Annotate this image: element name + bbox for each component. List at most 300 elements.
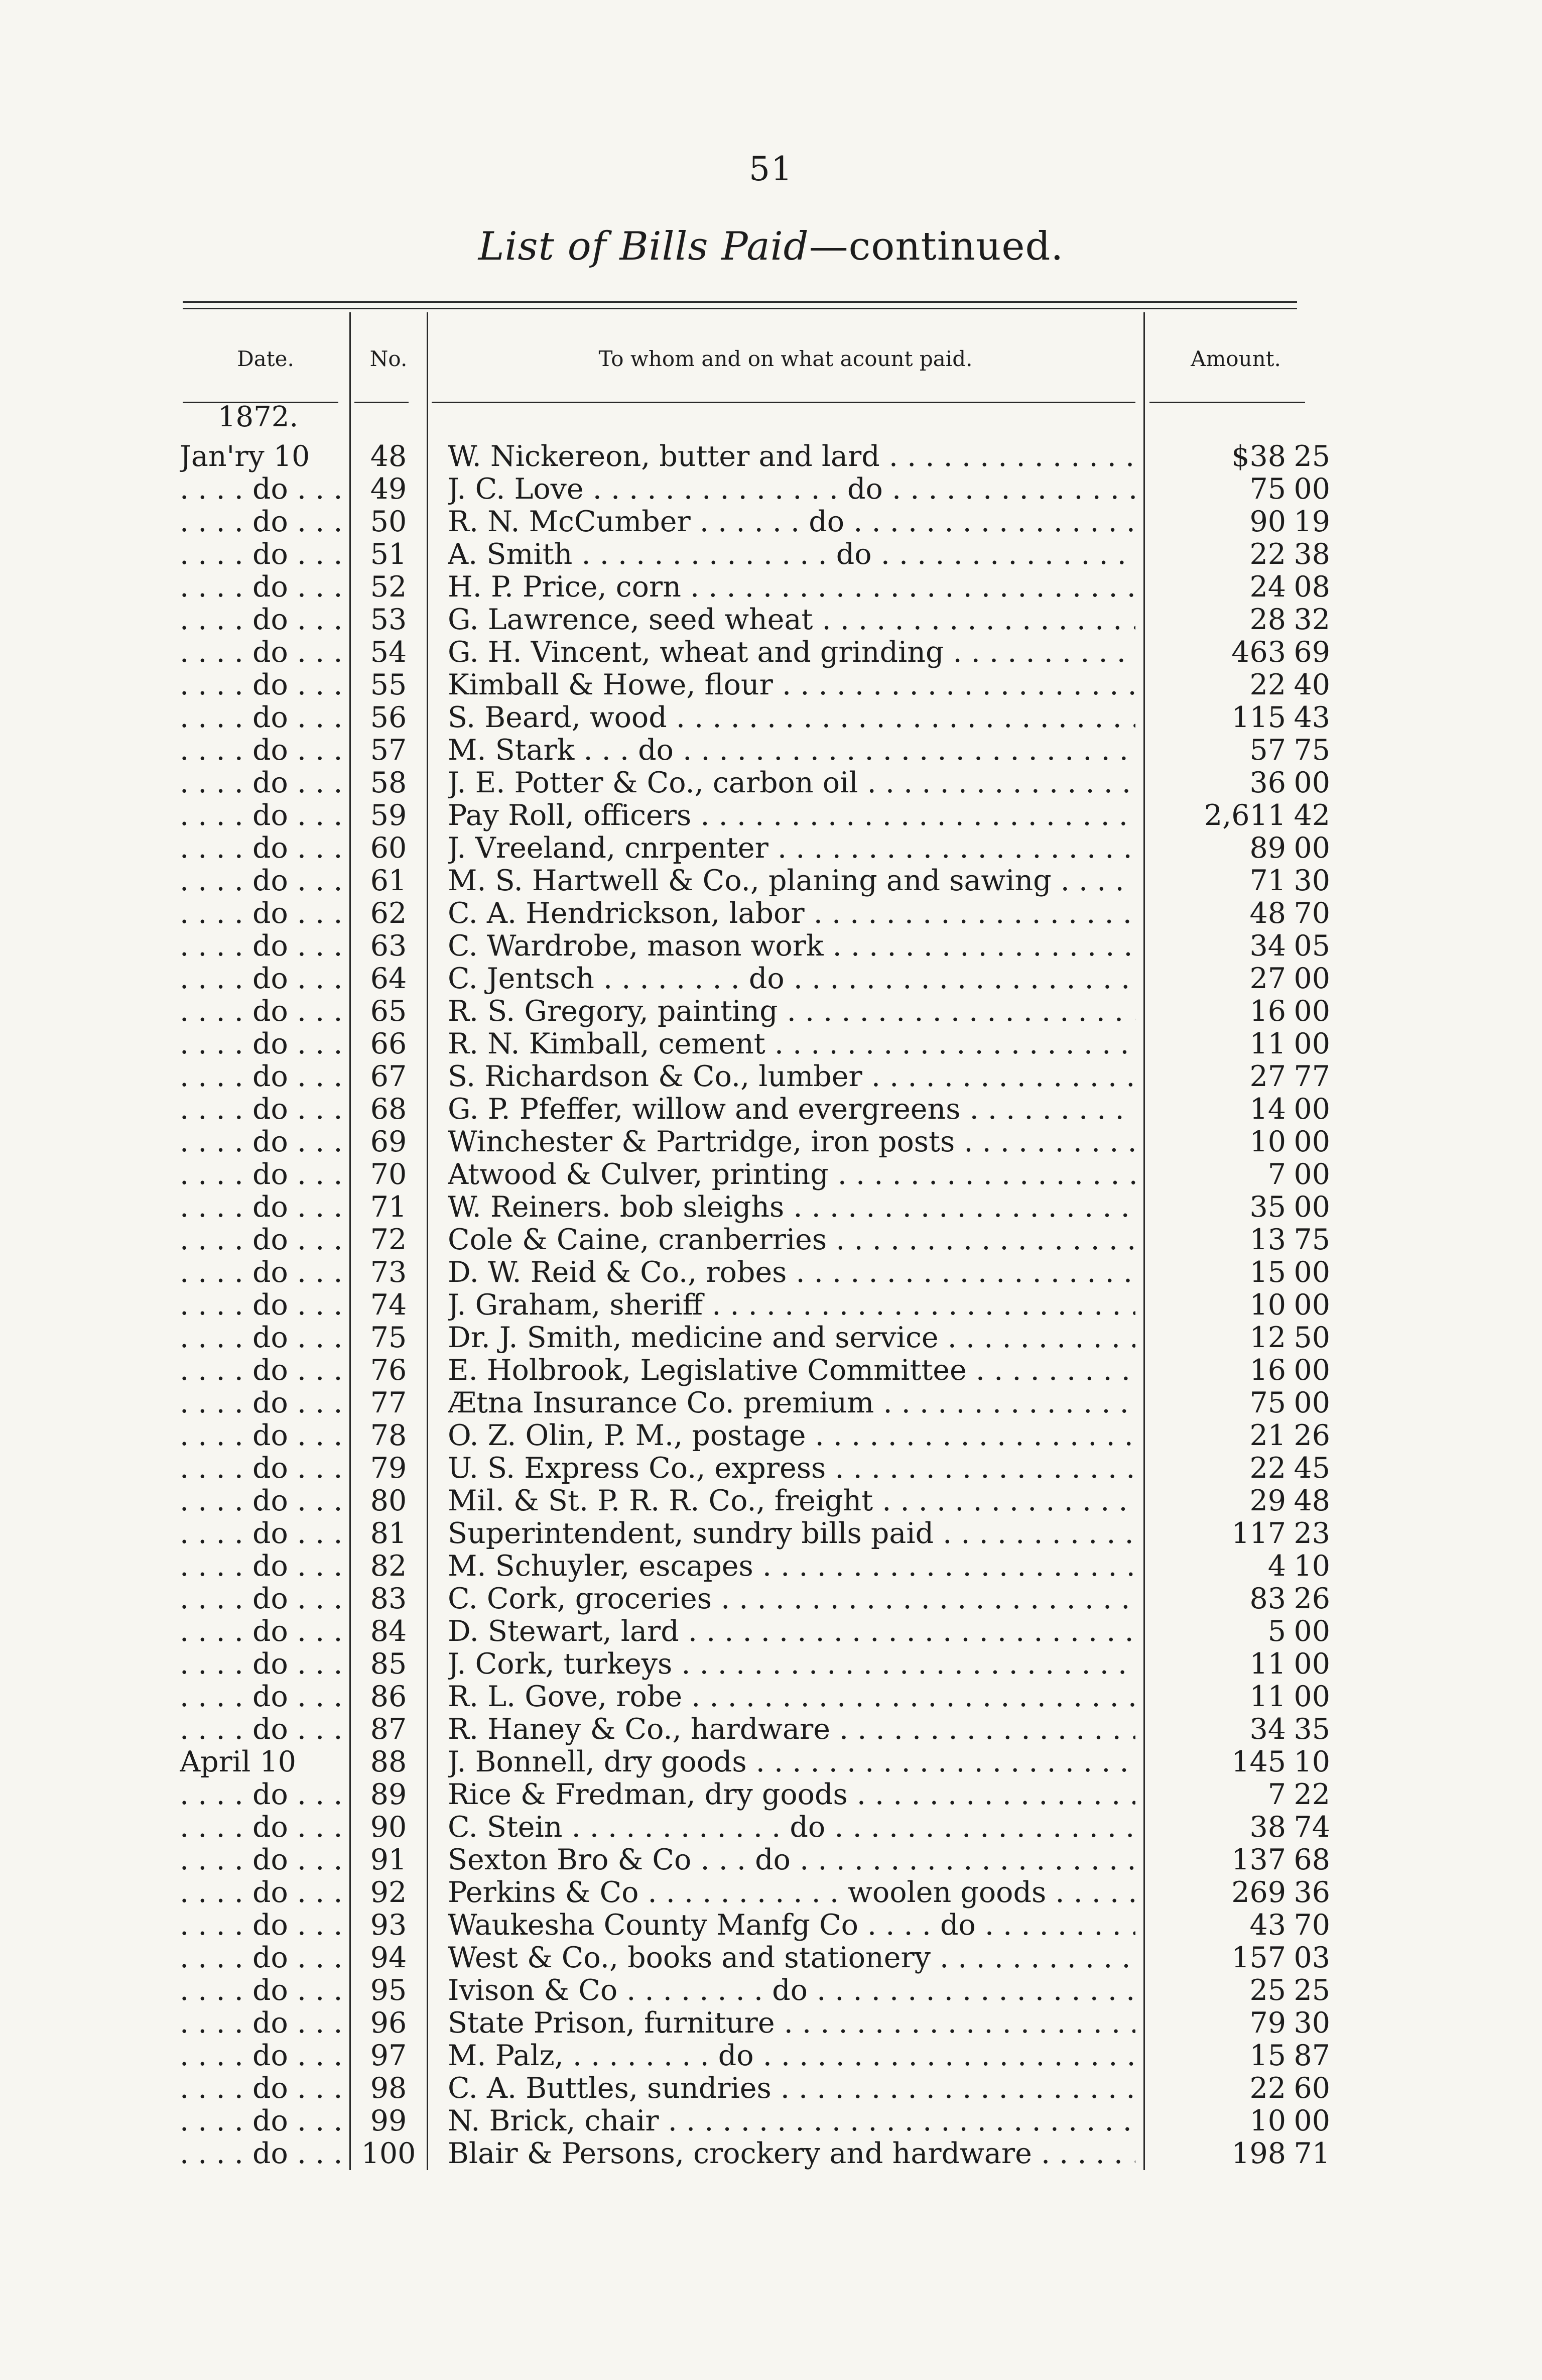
cell-amount-cents: 26	[1294, 1419, 1330, 1452]
cell-description: U. S. Express Co., express . . .	[448, 1452, 1135, 1485]
cell-amount-dollars: 57	[1249, 734, 1286, 767]
cell-amount-cents: 00	[1294, 1615, 1330, 1648]
table-row	[0, 1452, 1542, 1485]
cell-description: Waukesha County Manfg Co . . . . do . . .	[448, 1909, 1135, 1942]
cell-number: 80	[370, 1484, 407, 1517]
cell-number: 82	[370, 1550, 407, 1583]
table-row	[0, 1909, 1542, 1942]
cell-date: . . . . do . . .	[180, 506, 345, 538]
cell-amount-dollars: 71	[1249, 864, 1286, 897]
cell-number: 83	[370, 1582, 407, 1615]
cell-amount-cents: 36	[1294, 1876, 1330, 1909]
page-title	[0, 224, 1542, 269]
cell-number: 67	[370, 1060, 407, 1093]
cell-date: . . . . do . . .	[180, 2007, 345, 2040]
bills-table-body	[0, 440, 1542, 2170]
table-row	[0, 440, 1542, 473]
table-row	[0, 1485, 1542, 1517]
cell-amount-cents: 25	[1294, 440, 1330, 473]
table-row	[0, 1387, 1542, 1419]
cell-date: . . . . do . . .	[180, 865, 345, 897]
table-row	[0, 1844, 1542, 1876]
cell-description: West & Co., books and stationery . . .	[448, 1942, 1135, 1974]
cell-number: 53	[370, 603, 407, 636]
cell-description: D. Stewart, lard . . .	[448, 1615, 1135, 1648]
table-row	[0, 1713, 1542, 1746]
table-row	[0, 1550, 1542, 1583]
cell-amount-dollars: 12	[1249, 1321, 1286, 1354]
cell-date: . . . . do . . .	[180, 734, 345, 767]
cell-amount-dollars: 29	[1249, 1484, 1286, 1517]
cell-description: O. Z. Olin, P. M., postage . . .	[448, 1419, 1135, 1452]
cell-description: Blair & Persons, crockery and hardware . . .	[448, 2137, 1135, 2170]
table-row	[0, 1876, 1542, 1909]
table-row	[0, 1224, 1542, 1256]
cell-amount-cents: 38	[1294, 538, 1330, 571]
cell-amount-cents: 00	[1294, 1125, 1330, 1158]
cell-number: 59	[370, 799, 407, 832]
table-row	[0, 669, 1542, 701]
table-row	[0, 1615, 1542, 1648]
table-row	[0, 1322, 1542, 1354]
cell-date: . . . . do . . .	[180, 1713, 345, 1746]
cell-number: 50	[370, 505, 407, 538]
cell-number: 77	[370, 1386, 407, 1419]
cell-amount-dollars: 11	[1249, 1647, 1286, 1681]
cell-amount-dollars: 22	[1249, 2072, 1286, 2105]
cell-amount-dollars: 36	[1249, 766, 1286, 799]
cell-number: 68	[370, 1093, 407, 1126]
cell-description: Pay Roll, officers . . .	[448, 799, 1135, 832]
cell-date: . . . . do . . .	[180, 799, 345, 832]
cell-amount-dollars: 269	[1231, 1876, 1286, 1909]
cell-amount-dollars: 463	[1231, 636, 1286, 669]
cell-amount-dollars: 75	[1249, 1386, 1286, 1419]
cell-amount-dollars: 5	[1267, 1615, 1286, 1648]
cell-amount-dollars: 89	[1249, 831, 1286, 865]
cell-description: J. Vreeland, cnrpenter . . .	[448, 832, 1135, 865]
cell-amount-cents: 00	[1294, 766, 1330, 799]
cell-description: C. Stein . . . . . . . . . . . . do . . .	[448, 1811, 1135, 1844]
table-row	[0, 2105, 1542, 2137]
table-row	[0, 799, 1542, 832]
table-row	[0, 571, 1542, 604]
cell-description: A. Smith . . . . . . . . . . . . . . do . . .	[448, 538, 1135, 571]
cell-amount-cents: 50	[1294, 1321, 1330, 1354]
cell-amount-cents: 00	[1294, 1093, 1330, 1126]
cell-date: . . . . do . . .	[180, 832, 345, 865]
cell-date: . . . . do . . .	[180, 1583, 345, 1615]
cell-description: Sexton Bro & Co . . . do . . .	[448, 1844, 1135, 1876]
cell-number: 55	[370, 668, 407, 701]
table-row	[0, 1289, 1542, 1322]
cell-amount-dollars: 10	[1249, 1125, 1286, 1158]
cell-date: April 10	[180, 1746, 297, 1778]
cell-amount-cents: 71	[1294, 2137, 1330, 2170]
cell-description: R. Haney & Co., hardware . . .	[448, 1713, 1135, 1746]
cell-amount-cents: 10	[1294, 1550, 1330, 1583]
cell-description: J. C. Love . . . . . . . . . . . . . . do . . .	[448, 473, 1135, 506]
cell-amount-cents: 00	[1294, 831, 1330, 865]
cell-date: . . . . do . . .	[180, 604, 345, 636]
table-row	[0, 1942, 1542, 1974]
cell-description: J. E. Potter & Co., carbon oil . . .	[448, 767, 1135, 799]
cell-date: . . . . do . . .	[180, 1681, 345, 1713]
cell-description: Winchester & Partridge, iron posts . . .	[448, 1126, 1135, 1158]
cell-number: 58	[370, 766, 407, 799]
cell-number: 86	[370, 1680, 407, 1713]
cell-amount-cents: 35	[1294, 1713, 1330, 1746]
table-row	[0, 1158, 1542, 1191]
table-row	[0, 1419, 1542, 1452]
cell-description: H. P. Price, corn . . .	[448, 571, 1135, 604]
cell-number: 88	[370, 1745, 407, 1778]
cell-date: . . . . do . . .	[180, 1452, 345, 1485]
header-description: To whom and on what acount paid.	[598, 346, 973, 371]
cell-number: 63	[370, 929, 407, 963]
cell-description: M. Schuyler, escapes . . .	[448, 1550, 1135, 1583]
cell-date: . . . . do . . .	[180, 767, 345, 799]
cell-date: . . . . do . . .	[180, 1028, 345, 1060]
cell-amount-dollars: $38	[1231, 440, 1286, 473]
cell-number: 99	[370, 2104, 407, 2137]
cell-description: M. S. Hartwell & Co., planing and sawing . . .	[448, 865, 1135, 897]
cell-amount-dollars: 90	[1249, 505, 1286, 538]
cell-amount-cents: 32	[1294, 603, 1330, 636]
cell-amount-dollars: 25	[1249, 1974, 1286, 2007]
table-row	[0, 1354, 1542, 1387]
cell-amount-dollars: 157	[1231, 1941, 1286, 1974]
table-row	[0, 1974, 1542, 2007]
cell-number: 100	[361, 2137, 416, 2170]
cell-amount-cents: 43	[1294, 701, 1330, 734]
cell-date: . . . . do . . .	[180, 930, 345, 963]
title-italic: List of Bills Paid	[478, 224, 809, 269]
cell-amount-cents: 05	[1294, 929, 1330, 963]
cell-description: Atwood & Culver, printing . . .	[448, 1158, 1135, 1191]
cell-date: . . . . do . . .	[180, 1876, 345, 1909]
cell-amount-dollars: 16	[1249, 1354, 1286, 1387]
cell-description: Cole & Caine, cranberries . . .	[448, 1224, 1135, 1256]
cell-date: . . . . do . . .	[180, 1289, 345, 1322]
table-row	[0, 1583, 1542, 1615]
cell-amount-cents: 10	[1294, 1745, 1330, 1778]
cell-amount-dollars: 14	[1249, 1093, 1286, 1126]
cell-number: 96	[370, 2006, 407, 2040]
cell-amount-cents: 30	[1294, 2006, 1330, 2040]
cell-amount-dollars: 2,611	[1204, 799, 1286, 832]
cell-number: 62	[370, 897, 407, 930]
cell-amount-cents: 60	[1294, 2072, 1330, 2105]
page-number: 51	[749, 150, 793, 188]
table-row	[0, 1681, 1542, 1713]
cell-date: . . . . do . . .	[180, 1517, 345, 1550]
cell-date: . . . . do . . .	[180, 1550, 345, 1583]
cell-amount-cents: 69	[1294, 636, 1330, 669]
cell-number: 75	[370, 1321, 407, 1354]
cell-amount-dollars: 27	[1249, 1060, 1286, 1093]
cell-description: J. Bonnell, dry goods . . .	[448, 1746, 1135, 1778]
cell-number: 49	[370, 472, 407, 506]
table-row	[0, 897, 1542, 930]
cell-date: . . . . do . . .	[180, 1158, 345, 1191]
cell-amount-cents: 00	[1294, 1647, 1330, 1681]
cell-amount-dollars: 145	[1231, 1745, 1286, 1778]
cell-amount-cents: 45	[1294, 1452, 1330, 1485]
cell-description: Perkins & Co . . . . . . . . . . . woolen goods . . .	[448, 1876, 1135, 1909]
cell-number: 66	[370, 1027, 407, 1060]
cell-date: . . . . do . . .	[180, 2137, 345, 2170]
cell-number: 72	[370, 1223, 407, 1256]
cell-number: 98	[370, 2072, 407, 2105]
cell-amount-dollars: 22	[1249, 1452, 1286, 1485]
cell-date: . . . . do . . .	[180, 2105, 345, 2137]
cell-date: . . . . do . . .	[180, 2040, 345, 2072]
cell-description: G. P. Pfeffer, willow and evergreens . . .	[448, 1093, 1135, 1126]
cell-number: 60	[370, 831, 407, 865]
cell-description: Mil. & St. P. R. R. Co., freight . . .	[448, 1485, 1135, 1517]
cell-date: . . . . do . . .	[180, 963, 345, 995]
table-row	[0, 538, 1542, 571]
cell-amount-dollars: 15	[1249, 2039, 1286, 2072]
header-amount: Amount.	[1191, 346, 1281, 371]
cell-date: . . . . do . . .	[180, 1974, 345, 2007]
cell-amount-cents: 00	[1294, 1191, 1330, 1224]
cell-amount-cents: 00	[1294, 1354, 1330, 1387]
cell-amount-dollars: 117	[1231, 1517, 1286, 1550]
table-row	[0, 767, 1542, 799]
cell-number: 69	[370, 1125, 407, 1158]
table-row	[0, 1126, 1542, 1158]
cell-number: 71	[370, 1191, 407, 1224]
cell-amount-cents: 40	[1294, 668, 1330, 701]
cell-amount-cents: 00	[1294, 962, 1330, 995]
cell-number: 90	[370, 1811, 407, 1844]
table-row	[0, 473, 1542, 506]
cell-amount-dollars: 13	[1249, 1223, 1286, 1256]
cell-amount-dollars: 10	[1249, 1288, 1286, 1322]
cell-amount-dollars: 24	[1249, 570, 1286, 604]
cell-amount-cents: 25	[1294, 1974, 1330, 2007]
cell-number: 70	[370, 1158, 407, 1191]
title-continued: —continued.	[809, 224, 1064, 269]
cell-number: 56	[370, 701, 407, 734]
rule-amount	[1149, 402, 1305, 403]
cell-number: 91	[370, 1843, 407, 1876]
cell-description: Rice & Fredman, dry goods . . .	[448, 1778, 1135, 1811]
header-no: No.	[369, 346, 408, 371]
cell-amount-dollars: 34	[1249, 929, 1286, 963]
cell-number: 65	[370, 995, 407, 1028]
cell-amount-cents: 00	[1294, 995, 1330, 1028]
cell-amount-dollars: 4	[1267, 1550, 1286, 1583]
cell-amount-cents: 22	[1294, 1778, 1330, 1811]
cell-amount-dollars: 43	[1249, 1909, 1286, 1942]
cell-amount-cents: 19	[1294, 505, 1330, 538]
cell-number: 97	[370, 2039, 407, 2072]
table-row	[0, 1517, 1542, 1550]
cell-number: 94	[370, 1941, 407, 1974]
cell-number: 61	[370, 864, 407, 897]
cell-description: Kimball & Howe, flour . . .	[448, 669, 1135, 701]
cell-date: . . . . do . . .	[180, 1615, 345, 1648]
cell-number: 51	[370, 538, 407, 571]
cell-date: . . . . do . . .	[180, 2072, 345, 2105]
cell-date: . . . . do . . .	[180, 1909, 345, 1942]
cell-number: 78	[370, 1419, 407, 1452]
cell-description: R. N. Kimball, cement . . .	[448, 1028, 1135, 1060]
cell-number: 89	[370, 1778, 407, 1811]
cell-amount-cents: 70	[1294, 897, 1330, 930]
cell-description: C. A. Hendrickson, labor . . .	[448, 897, 1135, 930]
cell-date: . . . . do . . .	[180, 669, 345, 701]
cell-date: . . . . do . . .	[180, 538, 345, 571]
rule-description	[432, 402, 1135, 403]
table-row	[0, 1778, 1542, 1811]
cell-amount-cents: 68	[1294, 1843, 1330, 1876]
cell-amount-cents: 03	[1294, 1941, 1330, 1974]
cell-description: M. Palz, . . . . . . . . do . . .	[448, 2040, 1135, 2072]
cell-number: 48	[370, 440, 407, 473]
cell-number: 52	[370, 570, 407, 604]
cell-date: . . . . do . . .	[180, 1844, 345, 1876]
table-row	[0, 604, 1542, 636]
cell-description: N. Brick, chair . . .	[448, 2105, 1135, 2137]
cell-amount-cents: 00	[1294, 1158, 1330, 1191]
cell-amount-dollars: 115	[1231, 701, 1286, 734]
cell-description: G. Lawrence, seed wheat . . .	[448, 604, 1135, 636]
cell-description: M. Stark . . . do . . .	[448, 734, 1135, 767]
table-row	[0, 701, 1542, 734]
cell-amount-dollars: 75	[1249, 472, 1286, 506]
cell-amount-cents: 75	[1294, 1223, 1330, 1256]
cell-date: . . . . do . . .	[180, 1093, 345, 1126]
cell-date: Jan'ry 10	[180, 440, 310, 473]
cell-amount-dollars: 11	[1249, 1027, 1286, 1060]
cell-amount-cents: 75	[1294, 734, 1330, 767]
table-row	[0, 1648, 1542, 1681]
cell-amount-cents: 00	[1294, 2104, 1330, 2137]
cell-description: Ætna Insurance Co. premium . . .	[448, 1387, 1135, 1419]
table-row	[0, 1028, 1542, 1060]
cell-number: 93	[370, 1909, 407, 1942]
cell-description: W. Nickereon, butter and lard . . .	[448, 440, 1135, 473]
cell-description: R. N. McCumber . . . . . . do . . .	[448, 506, 1135, 538]
table-row	[0, 1746, 1542, 1778]
cell-description: Superintendent, sundry bills paid . . .	[448, 1517, 1135, 1550]
cell-amount-dollars: 28	[1249, 603, 1286, 636]
table-row	[0, 734, 1542, 767]
rule-no	[354, 402, 409, 403]
cell-date: . . . . do . . .	[180, 1191, 345, 1224]
cell-date: . . . . do . . .	[180, 1060, 345, 1093]
cell-amount-cents: 74	[1294, 1811, 1330, 1844]
cell-date: . . . . do . . .	[180, 897, 345, 930]
table-row	[0, 995, 1542, 1028]
cell-amount-dollars: 10	[1249, 2104, 1286, 2137]
table-row	[0, 1060, 1542, 1093]
cell-amount-dollars: 34	[1249, 1713, 1286, 1746]
cell-date: . . . . do . . .	[180, 1778, 345, 1811]
cell-amount-dollars: 21	[1249, 1419, 1286, 1452]
cell-amount-cents: 70	[1294, 1909, 1330, 1942]
cell-description: E. Holbrook, Legislative Committee . . .	[448, 1354, 1135, 1387]
cell-description: Ivison & Co . . . . . . . . do . . .	[448, 1974, 1135, 2007]
cell-amount-dollars: 48	[1249, 897, 1286, 930]
cell-number: 81	[370, 1517, 407, 1550]
cell-description: Dr. J. Smith, medicine and service . . .	[448, 1322, 1135, 1354]
cell-amount-cents: 48	[1294, 1484, 1330, 1517]
cell-amount-cents: 26	[1294, 1582, 1330, 1615]
cell-date: . . . . do . . .	[180, 995, 345, 1028]
cell-date: . . . . do . . .	[180, 1387, 345, 1419]
cell-description: J. Cork, turkeys . . .	[448, 1648, 1135, 1681]
cell-amount-dollars: 38	[1249, 1811, 1286, 1844]
cell-number: 57	[370, 734, 407, 767]
table-row	[0, 1256, 1542, 1289]
cell-amount-dollars: 7	[1267, 1158, 1286, 1191]
cell-amount-cents: 00	[1294, 1027, 1330, 1060]
cell-description: J. Graham, sheriff . . .	[448, 1289, 1135, 1322]
cell-amount-dollars: 16	[1249, 995, 1286, 1028]
cell-date: . . . . do . . .	[180, 1419, 345, 1452]
cell-date: . . . . do . . .	[180, 1485, 345, 1517]
cell-number: 95	[370, 1974, 407, 2007]
cell-amount-cents: 00	[1294, 1256, 1330, 1289]
table-row	[0, 2137, 1542, 2170]
cell-description: C. Jentsch . . . . . . . . do . . .	[448, 963, 1135, 995]
table-row	[0, 2072, 1542, 2105]
cell-description: G. H. Vincent, wheat and grinding . . .	[448, 636, 1135, 669]
cell-description: S. Richardson & Co., lumber . . .	[448, 1060, 1135, 1093]
cell-amount-dollars: 27	[1249, 962, 1286, 995]
cell-number: 85	[370, 1647, 407, 1681]
table-row	[0, 636, 1542, 669]
cell-amount-cents: 00	[1294, 1386, 1330, 1419]
cell-date: . . . . do . . .	[180, 473, 345, 506]
cell-description: C. Wardrobe, mason work . . .	[448, 930, 1135, 963]
cell-amount-dollars: 11	[1249, 1680, 1286, 1713]
cell-amount-cents: 30	[1294, 864, 1330, 897]
cell-description: W. Reiners. bob sleighs . . .	[448, 1191, 1135, 1224]
cell-amount-cents: 00	[1294, 1680, 1330, 1713]
cell-amount-dollars: 35	[1249, 1191, 1286, 1224]
cell-date: . . . . do . . .	[180, 1126, 345, 1158]
cell-number: 79	[370, 1452, 407, 1485]
table-row	[0, 930, 1542, 963]
cell-amount-dollars: 7	[1267, 1778, 1286, 1811]
cell-date: . . . . do . . .	[180, 1256, 345, 1289]
cell-number: 76	[370, 1354, 407, 1387]
cell-date: . . . . do . . .	[180, 1811, 345, 1844]
cell-description: State Prison, furniture . . .	[448, 2007, 1135, 2040]
cell-amount-cents: 42	[1294, 799, 1330, 832]
cell-description: D. W. Reid & Co., robes . . .	[448, 1256, 1135, 1289]
cell-description: S. Beard, wood . . .	[448, 701, 1135, 734]
cell-amount-dollars: 198	[1231, 2137, 1286, 2170]
cell-amount-dollars: 15	[1249, 1256, 1286, 1289]
cell-description: C. A. Buttles, sundries . . .	[448, 2072, 1135, 2105]
cell-amount-dollars: 22	[1249, 668, 1286, 701]
cell-description: R. L. Gove, robe . . .	[448, 1681, 1135, 1713]
table-row	[0, 1093, 1542, 1126]
cell-number: 73	[370, 1256, 407, 1289]
cell-amount-dollars: 79	[1249, 2006, 1286, 2040]
table-row	[0, 963, 1542, 995]
cell-amount-cents: 77	[1294, 1060, 1330, 1093]
table-row	[0, 2007, 1542, 2040]
cell-amount-cents: 00	[1294, 472, 1330, 506]
